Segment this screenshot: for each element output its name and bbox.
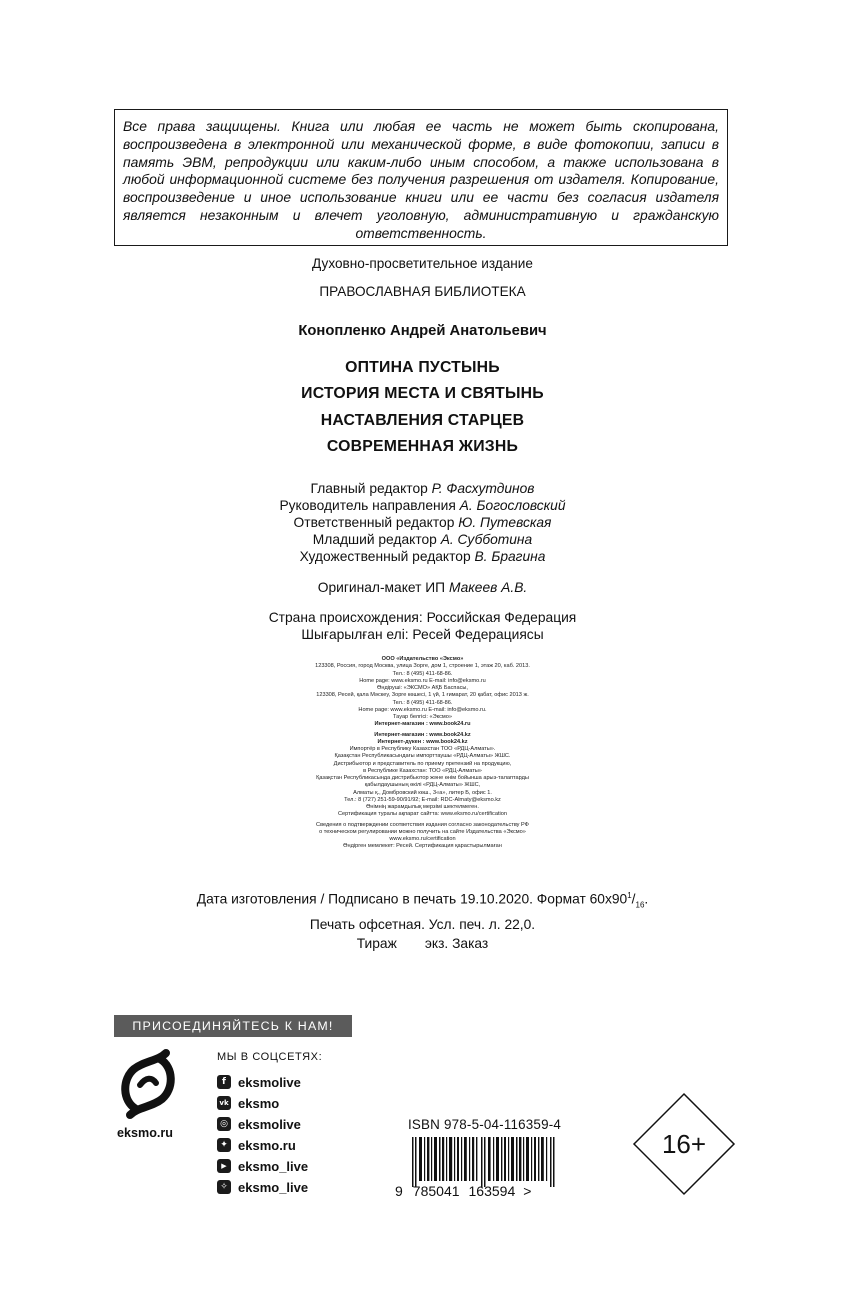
print-line-2: Печать офсетная. Усл. печ. л. 22,0. bbox=[309, 916, 536, 932]
publisher-line: Алматы қ., Домбровский көш., 3«а», литер Б, офис 1. bbox=[353, 789, 492, 796]
book-title-line-1: ОПТИНА ПУСТЫНЬ bbox=[345, 359, 500, 376]
author-name: Конопленко Андрей Анатольевич bbox=[298, 323, 547, 339]
print-info bbox=[0, 886, 845, 954]
origin-country-ru: Страна происхождения: Российская Федерация bbox=[268, 610, 577, 625]
instagram-icon: ◎ bbox=[217, 1117, 231, 1131]
editor-line: Младший редактор А. Субботина bbox=[312, 532, 533, 547]
publisher-line: ООО «Издательство «Эксмо» bbox=[381, 656, 464, 662]
age-rating-text: 16+ bbox=[661, 1129, 707, 1159]
social-handle: eksmolive bbox=[238, 1116, 301, 1132]
publisher-line: Өнімнің жарамдылық мерзімі шектелмеген. bbox=[366, 804, 479, 810]
social-ok[interactable] bbox=[217, 1136, 296, 1154]
editor-line: Художественный редактор В. Брагина bbox=[299, 549, 546, 564]
social-instagram[interactable] bbox=[217, 1115, 301, 1133]
publisher-line: Тел.: 8 (727) 251-59-90/91/92; E-mail: RDC-Almaty@eksmo.kz bbox=[344, 796, 501, 803]
publisher-line: о техническом регулировании можно получить на сайте Издательства «Эксмо» bbox=[319, 828, 526, 835]
rights-notice: Все права защищены. Книга или любая ее часть не может быть скопирована, воспроизведена в электронной или механической форме, в виде фотокопии, записи в память ЭВМ, репродукции или каким-либо иным способом, а также использована в любой информационной системе без получения разрешения от издателя. Копирование, воспроизведение и иное использование книги или ее части без согласия издателя является незаконным и влечет уголовную, административную и гражданскую ответственность. bbox=[114, 109, 728, 246]
edition-type: Духовно-просветительное издание bbox=[312, 256, 533, 271]
editors-list bbox=[0, 480, 845, 565]
book-title-line-4: СОВРЕМЕННАЯ ЖИЗНЬ bbox=[326, 438, 519, 455]
book-title-line-2: ИСТОРИЯ МЕСТА И СВЯТЫНЬ bbox=[301, 385, 544, 402]
social-twitter[interactable] bbox=[217, 1178, 308, 1196]
social-vk[interactable] bbox=[217, 1094, 279, 1112]
book-title-line-3: НАСТАВЛЕНИЯ СТАРЦЕВ bbox=[320, 412, 525, 429]
publisher-line: Интернет-магазин : www.book24.kz bbox=[374, 731, 471, 738]
social-youtube[interactable] bbox=[217, 1157, 308, 1175]
publisher-line: Сертификация туралы ақпарат сайтта: www.eksmo.ru/certification bbox=[337, 811, 507, 818]
social-title: МЫ В СОЦСЕТЯХ: bbox=[217, 1051, 323, 1063]
barcode-icon bbox=[408, 1137, 568, 1187]
eksmo-logo-icon bbox=[118, 1049, 178, 1119]
publisher-line: Home page: www.eksmo.ru E-mail: info@eksmo.ru. bbox=[358, 706, 487, 713]
social-facebook[interactable] bbox=[217, 1073, 301, 1091]
publisher-line: Қазақстан Республикасындағы импорттаушы «РДЦ-Алматы» ЖШС. bbox=[334, 753, 511, 760]
publisher-line: 123308, Россия, город Москва, улица Зорге, дом 1, строение 1, этаж 20, каб. 2013. bbox=[315, 663, 530, 670]
editor-line: Ответственный редактор Ю. Путевская bbox=[293, 515, 552, 530]
publisher-line: Тел.: 8 (495) 411-68-86. bbox=[392, 699, 453, 706]
social-handle: eksmo.ru bbox=[238, 1137, 296, 1153]
join-us-banner: ПРИСОЕДИНЯЙТЕСЬ К НАМ! bbox=[114, 1015, 352, 1037]
youtube-icon: ▶ bbox=[217, 1159, 231, 1173]
isbn: ISBN 978-5-04-116359-4 bbox=[408, 1117, 562, 1132]
social-handle: eksmo bbox=[238, 1095, 280, 1111]
publisher-line: Тел.: 8 (495) 411-68-86. bbox=[392, 670, 453, 677]
publisher-line: Қазақстан Республикасында дистрибьютор және өнім бойынша арыз-талаптарды bbox=[316, 775, 529, 781]
print-line-3: Тираж экз. Заказ bbox=[356, 936, 489, 952]
social-handle: eksmo_live bbox=[238, 1158, 309, 1174]
editor-line: Главный редактор Р. Фасхутдинов bbox=[310, 481, 535, 496]
print-line-1: Дата изготовления / Подписано в печать 19.10.2020. Формат $60х90^1/_{16}$. bbox=[196, 891, 649, 910]
publisher-line: Сведения о подтверждении соответствия издания согласно законодательству РФ bbox=[316, 821, 529, 828]
publisher-line: в Республике Казахстан: ТОО «РДЦ-Алматы» bbox=[363, 767, 482, 774]
publisher-info bbox=[0, 656, 845, 851]
twitter-icon: ✧ bbox=[217, 1180, 231, 1194]
editor-line: Руководитель направления А. Богословский bbox=[279, 498, 566, 513]
site-url[interactable]: eksmo.ru bbox=[117, 1126, 173, 1140]
publisher-line: Интернет-дүкен : www.book24.kz bbox=[377, 738, 468, 745]
series-name: ПРАВОСЛАВНАЯ БИБЛИОТЕКА bbox=[319, 284, 526, 299]
age-rating bbox=[632, 1092, 736, 1201]
publisher-line: Өндірген мемлекет: Ресей. Сертификация қарастырылмаған bbox=[343, 843, 502, 850]
publisher-line: Өндіруші: «ЭКСМО» АҚБ Баспасы, bbox=[377, 685, 468, 691]
layout-credit: Оригинал-макет ИП Макеев А.В. bbox=[317, 580, 528, 595]
age-rating-diamond-icon bbox=[632, 1092, 736, 1196]
origin-country-kz: Шығарылған елі: Ресей Федерациясы bbox=[301, 627, 544, 642]
social-handle: eksmolive bbox=[238, 1074, 301, 1090]
barcode-digits: 9 785041 163594 > bbox=[395, 1183, 532, 1199]
publisher-line: Интернет-магазин : www.book24.ru bbox=[374, 721, 471, 728]
vk-icon: vk bbox=[217, 1096, 231, 1110]
social-handle: eksmo_live bbox=[238, 1179, 309, 1195]
publisher-line: Дистрибьютор и представитель по приему претензий на продукцию, bbox=[333, 760, 512, 767]
publisher-line: Импортёр в Республику Казахстан ТОО «РДЦ-Алматы». bbox=[349, 746, 496, 752]
publisher-line: қабылдаушының өкілі «РДЦ-Алматы» ЖШС, bbox=[364, 782, 481, 789]
facebook-icon: f bbox=[217, 1075, 231, 1089]
publisher-line: Тауар белгісі: «Эксмо» bbox=[393, 714, 452, 720]
publisher-line: Home page: www.eksmo.ru E-mail: info@eksmo.ru bbox=[359, 677, 486, 684]
ok-icon: ✦ bbox=[217, 1138, 231, 1152]
publisher-line: www.eksmo.ru/certification bbox=[389, 836, 456, 842]
publisher-line: 123308, Ресей, қала Мәскеу, Зорге көшесі, 1 үй, 1 ғимарат, 20 қабат, офис 2013 ж. bbox=[316, 692, 529, 699]
